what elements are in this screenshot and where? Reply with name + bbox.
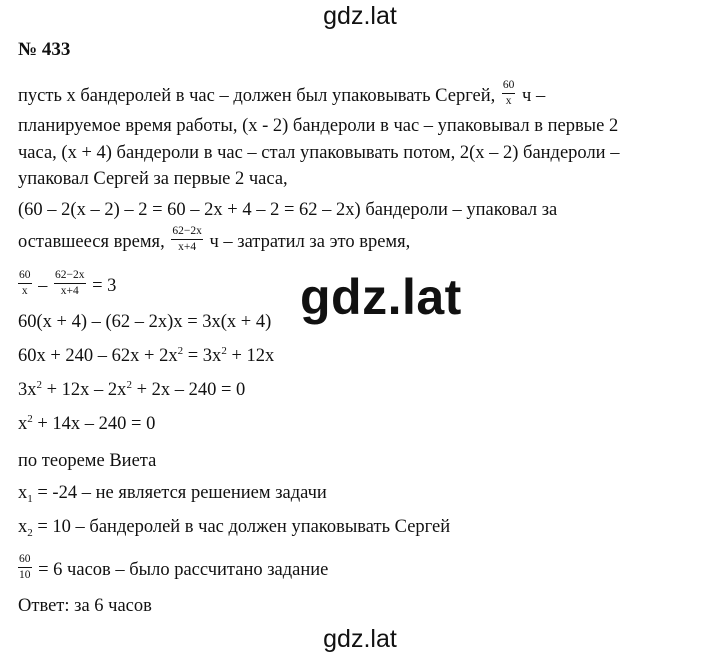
- answer-line: Ответ: за 6 часов: [18, 596, 152, 616]
- minus-sign: –: [38, 275, 48, 296]
- solution-line-8: 60(x + 4) – (62 – 2x)x = 3x(x + 4): [18, 312, 272, 332]
- text: + 14x – 240 = 0: [32, 414, 156, 434]
- solution-line-13: [18, 484, 327, 503]
- watermark-top: gdz.lat: [323, 2, 397, 30]
- numerator: 60: [502, 79, 516, 94]
- solution-line-7: [18, 269, 117, 301]
- text: = 10 – бандеролей в час должен упаковывать Сергей: [32, 517, 451, 537]
- solution-line-15: [18, 553, 329, 585]
- text: x: [18, 414, 28, 434]
- exponent: 2: [126, 379, 132, 391]
- solution-line-4: упаковал Сергей за первые 2 часа,: [18, 169, 288, 189]
- watermark-bottom: gdz.lat: [323, 625, 397, 653]
- text: + 12x: [226, 346, 275, 366]
- solution-line-14: [18, 518, 450, 537]
- solution-line-12: по теореме Виета: [18, 451, 157, 471]
- text: + 12x – 2x: [42, 380, 127, 400]
- numerator: 60: [18, 269, 32, 284]
- denominator: x: [21, 285, 28, 298]
- text: + 2x – 240 = 0: [131, 380, 246, 400]
- numerator: 62−2x: [54, 269, 86, 284]
- solution-line-1: [18, 79, 546, 111]
- denominator: x+4: [178, 241, 197, 254]
- solution-line-9: [18, 347, 274, 366]
- text: x: [18, 517, 28, 537]
- fraction: [18, 553, 32, 582]
- text: = 3x: [183, 346, 222, 366]
- denominator: x+4: [60, 285, 79, 298]
- text: ч –: [522, 85, 546, 106]
- solution-line-2: планируемое время работы, (x - 2) бандероли в час – упаковывал в первые 2: [18, 116, 619, 136]
- text: 3x: [18, 380, 37, 400]
- text: = -24 – не является решением задачи: [32, 483, 327, 503]
- problem-number: № 433: [18, 39, 71, 60]
- denominator: x: [505, 95, 512, 108]
- solution-line-6: [18, 225, 411, 257]
- fraction: [502, 79, 516, 108]
- numerator: 60: [18, 553, 32, 568]
- exponent: 2: [27, 413, 33, 425]
- watermark-middle: gdz.lat: [300, 269, 462, 325]
- exponent: 2: [177, 345, 184, 357]
- solution-line-11: [18, 415, 155, 434]
- text: ч – затратил за это время,: [209, 231, 411, 252]
- text: = 3: [92, 275, 117, 296]
- exponent: 2: [36, 379, 42, 391]
- text: = 6 часов – было рассчитано задание: [38, 559, 329, 580]
- fraction: [54, 269, 86, 298]
- fraction: [171, 225, 203, 254]
- solution-line-10: [18, 381, 245, 400]
- text: 60x + 240 – 62x + 2x: [18, 346, 178, 366]
- exponent: 2: [221, 345, 227, 357]
- solution-line-5: (60 – 2(x – 2) – 2 = 60 – 2x + 4 – 2 = 62 – 2x) бандероли – упаковал за: [18, 200, 558, 220]
- denominator: 10: [19, 569, 31, 582]
- subscript: 2: [27, 527, 33, 539]
- text: x: [18, 483, 28, 503]
- numerator: 62−2x: [171, 225, 203, 240]
- fraction: [18, 269, 32, 298]
- text: пусть x бандеролей в час – должен был упаковывать Сергей,: [18, 85, 496, 106]
- solution-line-3: часа, (x + 4) бандероли в час – стал упаковывать потом, 2(x – 2) бандероли –: [18, 143, 620, 163]
- text: оставшееся время,: [18, 231, 165, 252]
- subscript: 1: [27, 493, 33, 505]
